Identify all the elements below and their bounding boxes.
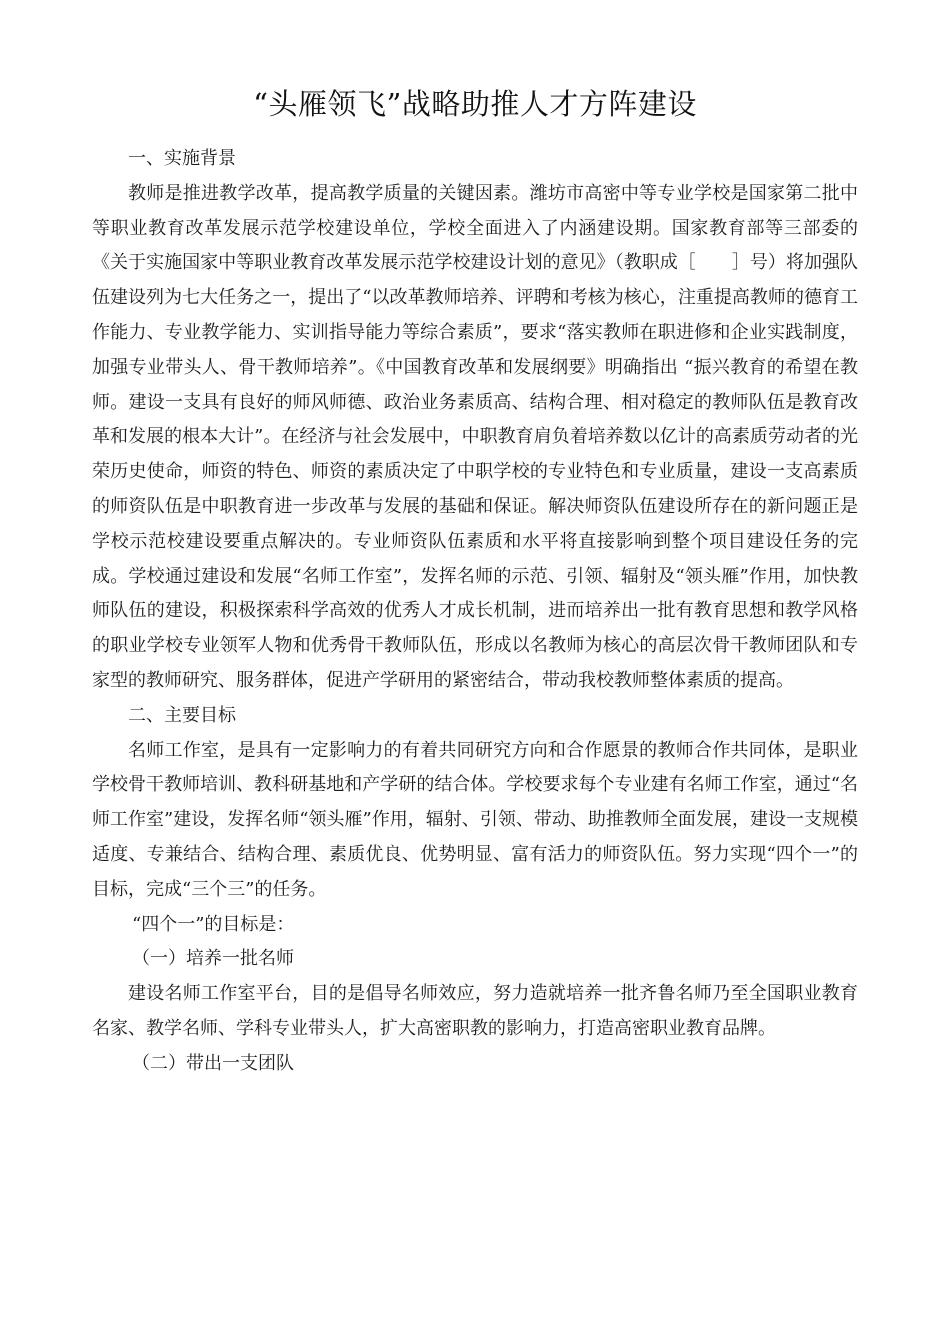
document-body — [92, 142, 858, 1082]
goal-heading-1: （一）培养一批名师 — [132, 948, 294, 970]
goals-intro: “四个一”的目标是： — [132, 913, 295, 935]
paragraph-background: 教师是推进教学改革，提高教学质量的关键因素。潍坊市高密中等专业学校是国家第二批中等职业教育改革发展示范学校建设单位，学校全面进入了内涵建设期。国家教育部等三部委的《关于实施国家中等职业教育改革发展示范学校建设计划的意见》（教职成［ ］号）将加强队伍建设列为七大任务之一，提出了“以改革教师培养、评聘和考核为核心，注重提高教师的德育工作能力、专业教学能力、实训指导能力等综合素质”，要求“落实教师在职进修和企业实践制度，加强专业带头人、骨干教师培养”。《中国教育改革和发展纲要》明确指出 “振兴教育的希望在教师。建设一支具有良好的师风师德、政治业务素质高、结构合理、相对稳定的教师队伍是教育改革和发展的根本大计”。在经济与社会发展中，中职教育肩负着培养数以亿计的高素质劳动者的光荣历史使命，师资的特色、师资的素质决定了中职学校的专业特色和专业质量，建设一支高素质的师资队伍是中职教育进一步改革与发展的基础和保证。解决师资队伍建设所存在的新问题正是学校示范校建设要重点解决的。专业师资队伍素质和水平将直接影响到整个项目建设任务的完成。学校通过建设和发展“名师工作室”，发挥名师的示范、引领、辐射及“领头雁”作用，加快教师队伍的建设，积极探索科学高效的优秀人才成长机制，进而培养出一批有教育思想和教学风格的职业学校专业领军人物和优秀骨干教师队伍，形成以名教师为核心的高层次骨干教师团队和专家型的教师研究、服务群体，促进产学研用的紧密结合，带动我校教师整体素质的提高。 — [92, 182, 858, 691]
paragraph-goal-1: 建设名师工作室平台，目的是倡导名师效应，努力造就培养一批齐鲁名师乃至全国职业教育名家、教学名师、学科专业带头人，扩大高密职教的影响力，打造高密职业教育品牌。 — [92, 983, 858, 1039]
section-heading-goals: 二、主要目标 — [128, 704, 236, 726]
goal-heading-2: （二）带出一支团队 — [132, 1052, 294, 1074]
document-title: “头雁领飞”战略助推人才方阵建设 — [253, 87, 697, 121]
paragraph-goals: 名师工作室，是具有一定影响力的有着共同研究方向和合作愿景的教师合作共同体，是职业学校骨干教师培训、教科研基地和产学研的结合体。学校要求每个专业建有名师工作室，通过“名师工作室”建设，发挥名师“领头雁”作用，辐射、引领、带动、助推教师全面发展，建设一支规模适度、专兼结合、结构合理、素质优良、优势明显、富有活力的师资队伍。努力实现“四个一”的目标，完成“三个三”的任务。 — [92, 739, 858, 900]
section-heading-background: 一、实施背景 — [128, 148, 236, 169]
